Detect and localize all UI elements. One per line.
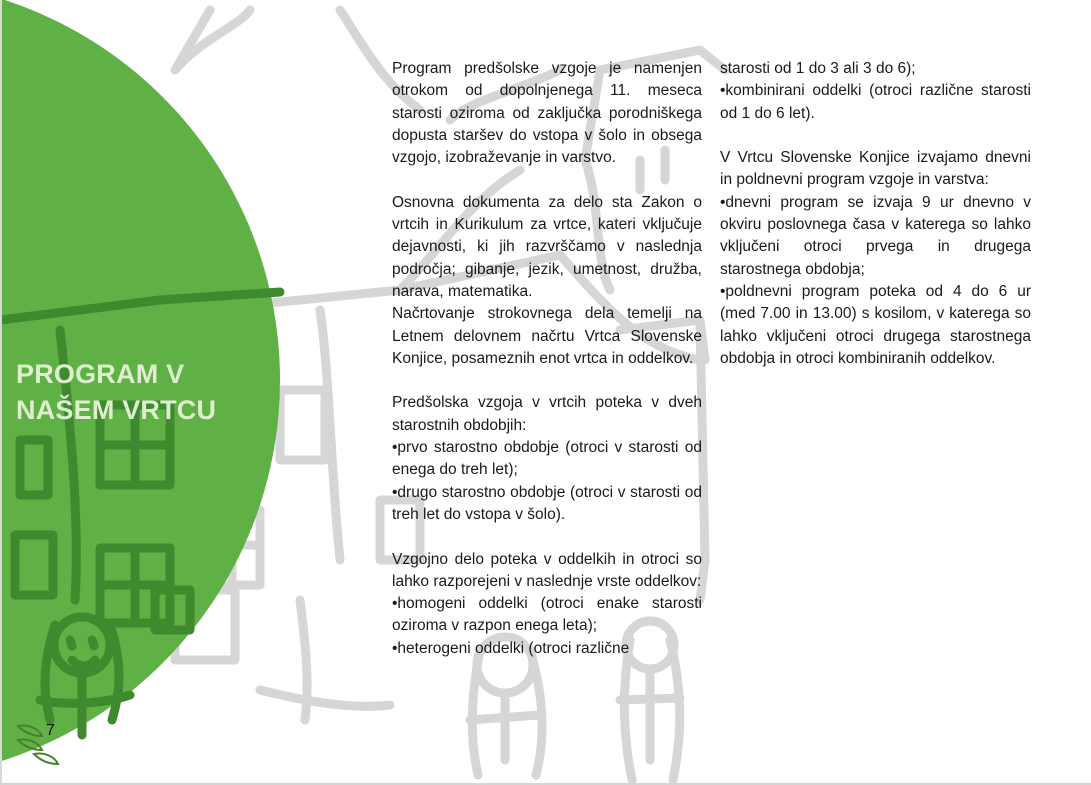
section-title-line-2: NAŠEM VRTCU [16,395,217,425]
paragraph-basic-documents: Osnovna dokumenta za delo sta Zakon o vrtcih in Kurikulum za vrtce, kateri vključuje dejavnosti, ki jih razvrščamo v naslednja področja; gibanje, jezik, umetnost, družba, narava, matematika. [392,193,702,300]
paragraph-age-periods-intro: Predšolska vzgoja v vrtcih poteka v dveh starostnih obdobjih: [392,394,702,434]
bullet-daily-program: •dnevni program se izvaja 9 ur dnevno v okviru poslovnega časa v katerega so lahko vključeni otroci prvega in drugega starostnega obdobja; [720,193,1031,278]
paragraph-group-types-intro: Vzgojno delo poteka v oddelkih in otroci so lahko razporejeni v naslednje vrste oddelkov: [392,550,702,590]
bullet-heterogeneous-continued: starosti od 1 do 3 ali 3 do 6); [720,60,916,77]
bullet-second-age-period: •drugo starostno obdobje (otroci v starosti od treh let do vstopa v šolo). [392,483,702,523]
bullet-homogeneous-groups: •homogeni oddelki (otroci enake starosti oziroma v razpon enega leta); [392,595,702,635]
text-column-left [392,58,702,660]
paragraph-program-intro: Program predšolske vzgoje je namenjen otrokom od dopolnjenega 11. meseca starosti oziroma od zaključka porodniškega dopusta staršev do vstopa v šolo in obsega vzgojo, izobraževanje in varstvo. [392,60,702,167]
paragraph-programs-intro: V Vrtcu Slovenske Konjice izvajamo dnevni in poldnevni program vzgoje in varstva: [720,149,1031,189]
text-column-right [720,58,1031,370]
bullet-half-day-program: •poldnevni program poteka od 4 do 6 ur (med 7.00 in 13.00) s kosilom, v katerega so lahko vključeni otroci drugega starostnega obdobja in otroci kombiniranih oddelkov. [720,282,1031,367]
bullet-combined-groups: •kombinirani oddelki (otroci različne starosti od 1 do 6 let). [720,82,1031,122]
bullet-first-age-period: •prvo starostno obdobje (otroci v starosti od enega do treh let); [392,439,702,479]
paragraph-planning: Načrtovanje strokovnega dela temelji na Letnem delovnem načrtu Vrtca Slovenske Konjice, posameznih enot vrtca in oddelkov. [392,305,702,367]
bullet-heterogeneous-groups: •heterogeni oddelki (otroci različne [392,639,630,657]
section-title [16,356,236,428]
leaf-sprout-icon [14,720,66,768]
page-edge-left [0,0,2,785]
page-number: 7 [46,722,55,739]
section-title-line-1: PROGRAM V [16,359,185,389]
